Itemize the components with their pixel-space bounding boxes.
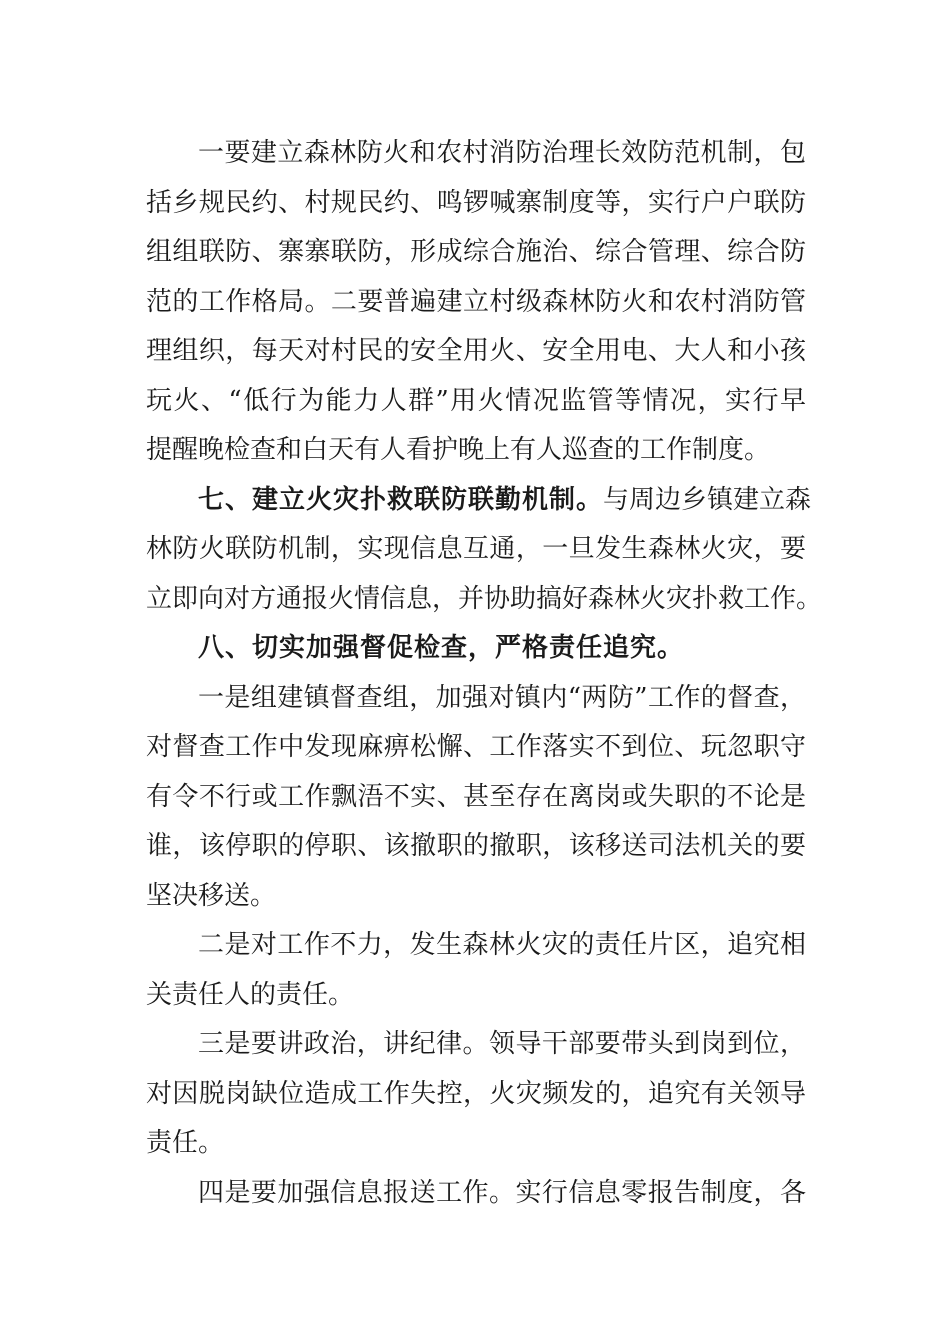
paragraph-4-line-2: 关责任人的责任。	[146, 980, 355, 1010]
paragraph-1-line-2: 括乡规民约、村规民约、鸣锣喊寨制度等，实行户户联防	[146, 188, 806, 218]
paragraph-6-line-1: 四是要加强信息报送工作。实行信息零报告制度，各	[198, 1178, 806, 1208]
paragraph-1-line-1: 一要建立森林防火和农村消防治理长效防范机制，包	[198, 138, 806, 168]
paragraph-1-line-7: 提醒晚检查和白天有人看护晚上有人巡查的工作制度。	[146, 435, 771, 465]
paragraph-1-line-5: 理组织，每天对村民的安全用火、安全用电、大人和小孩	[146, 336, 806, 366]
paragraph-5-line-3: 责任。	[146, 1128, 225, 1158]
paragraph-1-line-3: 组组联防、寨寨联防，形成综合施治、综合管理、综合防	[146, 237, 806, 267]
paragraph-3-line-1: 一是组建镇督查组，加强对镇内“两防”工作的督查，	[198, 683, 806, 713]
paragraph-2-line-2: 林防火联防机制，实现信息互通，一旦发生森林火灾，要	[146, 534, 806, 564]
paragraph-4-line-1: 二是对工作不力，发生森林火灾的责任片区，追究相	[198, 930, 806, 960]
paragraph-1-line-4: 范的工作格局。二要普遍建立村级森林防火和农村消防管	[146, 287, 806, 317]
paragraph-3-line-2: 对督查工作中发现麻痹松懈、工作落实不到位、玩忽职守	[146, 732, 806, 762]
paragraph-3-line-5: 坚决移送。	[146, 881, 277, 911]
paragraph-3-line-3: 有令不行或工作飘浯不实、甚至存在离岗或失职的不论是	[146, 782, 806, 812]
paragraph-2-line-3: 立即向对方通报火情信息，并协助搞好森林火灾扑救工作。	[146, 584, 823, 614]
section-8-heading: 八、切实加强督促检查，严格责任追究。	[198, 633, 685, 663]
section-7-heading: 七、建立火灾扑救联防联勤机制。	[198, 485, 604, 515]
paragraph-5-line-1: 三是要讲政治，讲纪律。领导干部要带头到岗到位，	[198, 1029, 806, 1059]
paragraph-2-line-1-rest: 与周边乡镇建立森	[603, 485, 812, 515]
paragraph-1-line-6: 玩火、“低行为能力人群”用火情况监管等情况，实行早	[146, 386, 806, 416]
paragraph-3-line-4: 谁，该停职的停职、该撤职的撤职，该移送司法机关的要	[146, 831, 806, 861]
paragraph-5-line-2: 对因脱岗缺位造成工作失控，火灾频发的，追究有关领导	[146, 1079, 806, 1109]
paragraph-2-line-1	[198, 475, 812, 525]
